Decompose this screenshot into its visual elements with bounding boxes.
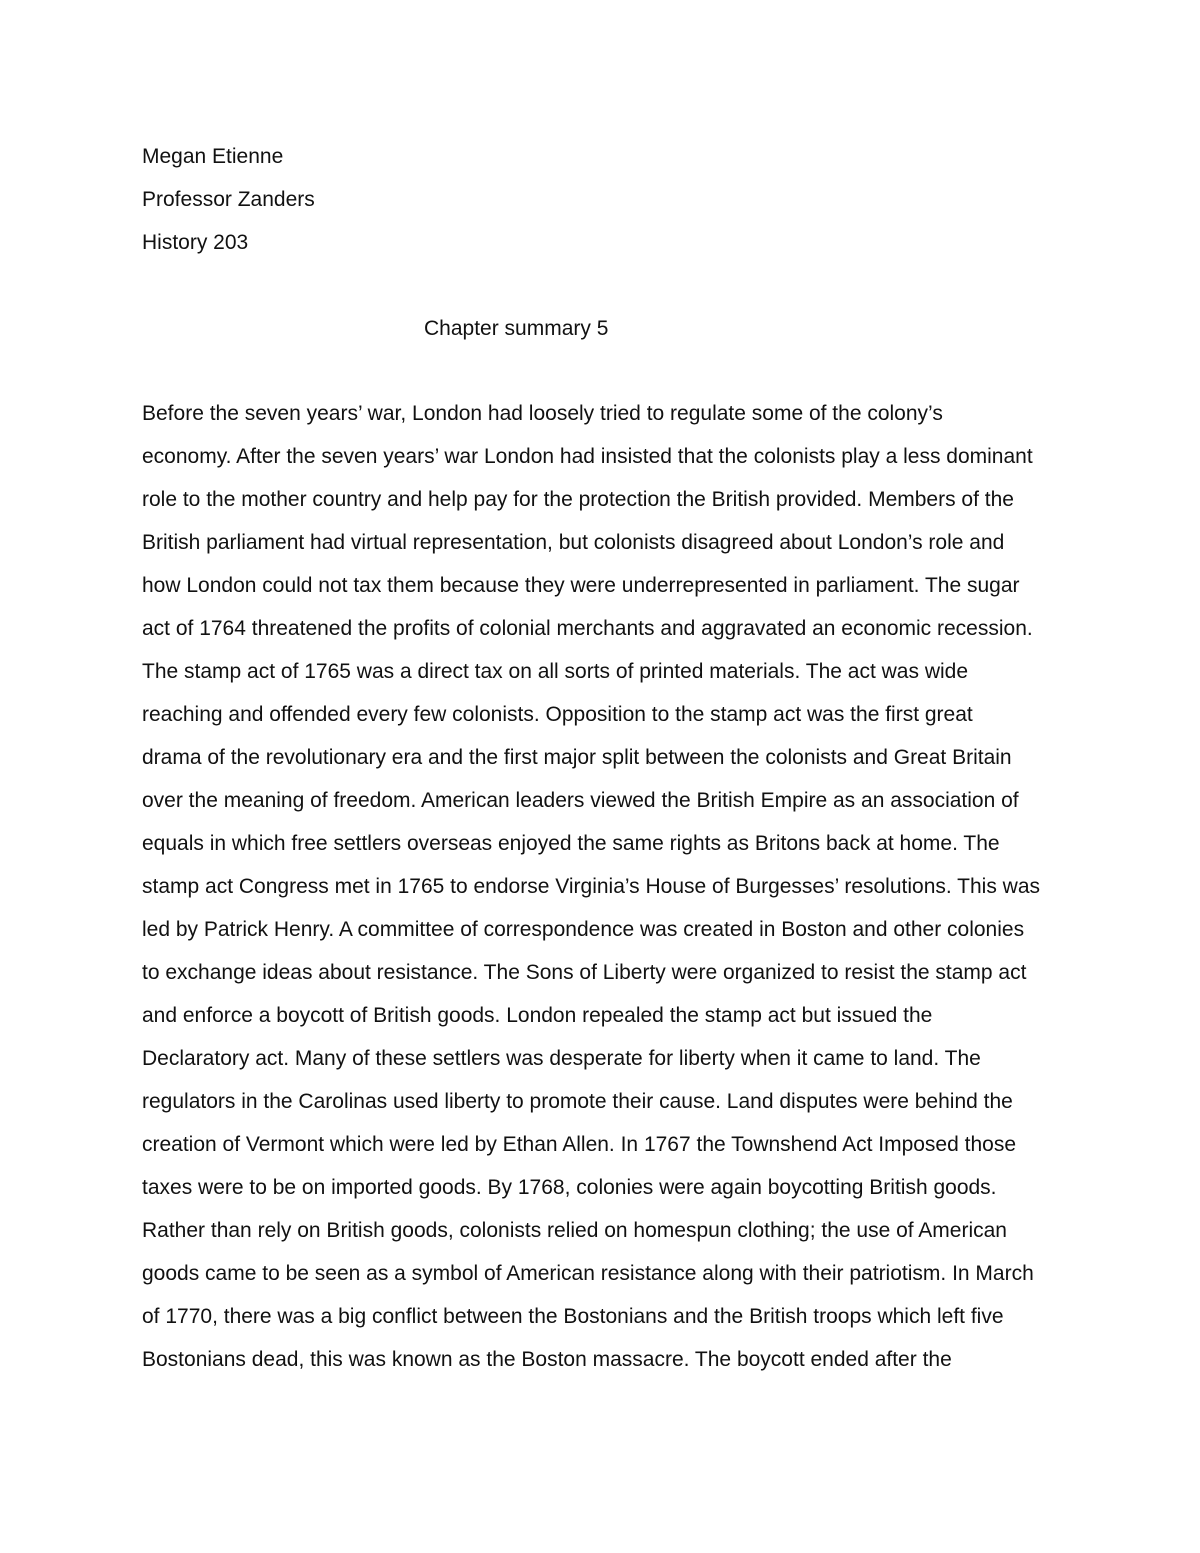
body-line: of 1770, there was a big conflict between the Bostonians and the British troops which left five — [142, 1305, 1004, 1328]
body-line: Before the seven years’ war, London had loosely tried to regulate some of the colony’s — [142, 402, 943, 425]
body-line: Declaratory act. Many of these settlers was desperate for liberty when it came to land. The — [142, 1047, 981, 1070]
body-line: over the meaning of freedom. American leaders viewed the British Empire as an association of — [142, 789, 1019, 812]
body-paragraph — [142, 401, 1072, 1390]
document-title: Chapter summary 5 — [424, 317, 609, 340]
body-line: creation of Vermont which were led by Ethan Allen. In 1767 the Townshend Act Imposed those — [142, 1133, 1016, 1156]
body-line: goods came to be seen as a symbol of American resistance along with their patriotism. In March — [142, 1262, 1034, 1285]
body-line: and enforce a boycott of British goods. London repealed the stamp act but issued the — [142, 1004, 933, 1027]
body-line: stamp act Congress met in 1765 to endorse Virginia’s House of Burgesses’ resolutions. This was — [142, 875, 1041, 898]
body-line: Rather than rely on British goods, colonists relied on homespun clothing; the use of American — [142, 1219, 1007, 1242]
body-line: how London could not tax them because they were underrepresented in parliament. The sugar — [142, 574, 1020, 597]
body-line: taxes were to be on imported goods. By 1768, colonies were again boycotting British goods. — [142, 1176, 997, 1199]
body-line: British parliament had virtual representation, but colonists disagreed about London’s role and — [142, 531, 1005, 554]
body-line: reaching and offended every few colonists. Opposition to the stamp act was the first great — [142, 703, 973, 726]
body-line: regulators in the Carolinas used liberty to promote their cause. Land disputes were behind the — [142, 1090, 1013, 1113]
body-line: role to the mother country and help pay for the protection the British provided. Members of the — [142, 488, 1014, 511]
body-line: led by Patrick Henry. A committee of correspondence was created in Boston and other colonies — [142, 918, 1025, 941]
body-line: drama of the revolutionary era and the first major split between the colonists and Great Britain — [142, 746, 1012, 769]
body-line: equals in which free settlers overseas enjoyed the same rights as Britons back at home. The — [142, 832, 1000, 855]
body-line: economy. After the seven years’ war London had insisted that the colonists play a less dominant — [142, 445, 1033, 468]
body-line: Bostonians dead, this was known as the Boston massacre. The boycott ended after the — [142, 1348, 952, 1371]
author-name: Megan Etienne — [142, 145, 284, 168]
body-line: to exchange ideas about resistance. The Sons of Liberty were organized to resist the stamp act — [142, 961, 1027, 984]
professor-name: Professor Zanders — [142, 188, 315, 211]
body-line: act of 1764 threatened the profits of colonial merchants and aggravated an economic recession. — [142, 617, 1033, 640]
course-name: History 203 — [142, 231, 249, 254]
body-line: The stamp act of 1765 was a direct tax on all sorts of printed materials. The act was wide — [142, 660, 969, 683]
